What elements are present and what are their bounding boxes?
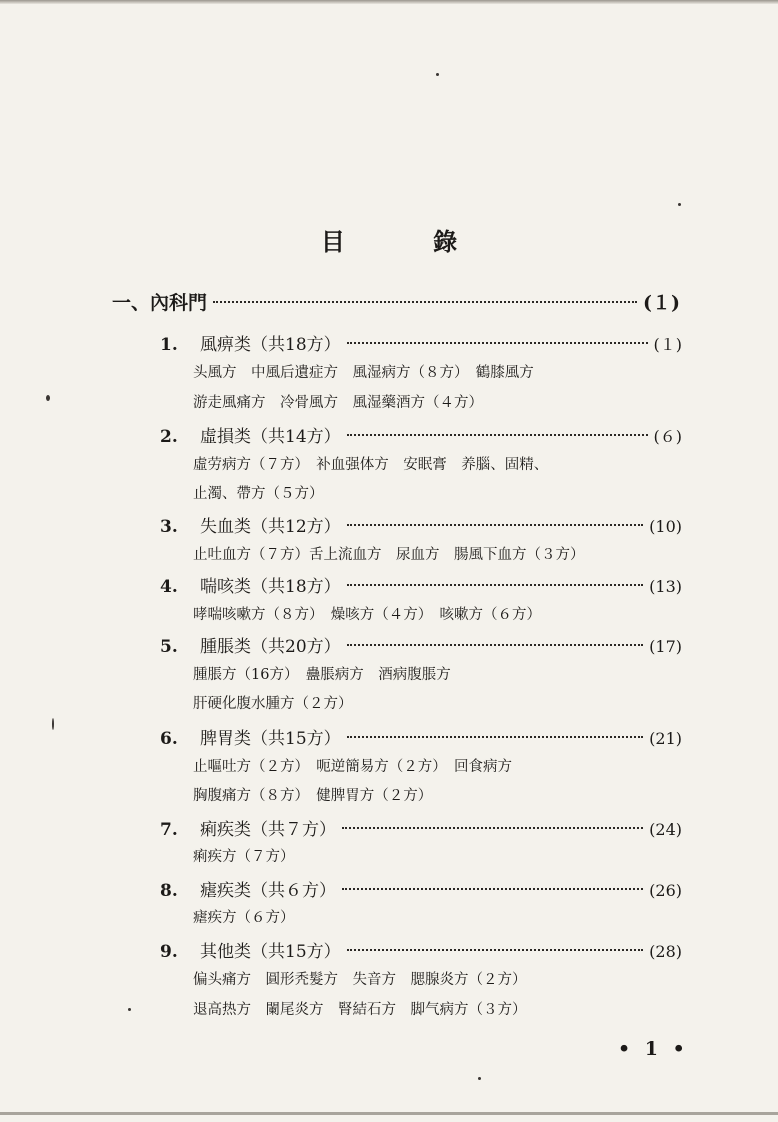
section-page: (１) xyxy=(643,292,680,314)
page-number: • 1 • xyxy=(618,1038,689,1060)
entry-page: (24) xyxy=(649,820,682,839)
entry-detail: 头風方 中風后遺症方 風湿病方（８方） 鶴膝風方 xyxy=(193,365,534,381)
entry-number: 6. xyxy=(160,729,178,749)
entry-label: 風痹类（共18方） xyxy=(200,335,341,355)
entry-detail: 胸腹痛方（８方） 健脾胃方（２方） xyxy=(193,788,433,804)
toc-entry xyxy=(160,422,682,447)
ink-speck xyxy=(46,395,50,401)
entry-detail: 痢疾方（７方） xyxy=(193,849,295,865)
dot-leader xyxy=(347,949,644,951)
toc-entry xyxy=(160,724,682,749)
entry-number: 2. xyxy=(160,427,178,447)
entry-detail: 游走風痛方 冷骨風方 風湿藥酒方（４方） xyxy=(193,395,483,411)
entry-page: (10) xyxy=(649,517,682,536)
entry-number: 9. xyxy=(160,942,178,962)
entry-page: (６) xyxy=(653,427,682,446)
entry-detail: 腫脹方（16方） 蠱脹病方 酒病腹脹方 xyxy=(193,667,451,683)
dot-leader xyxy=(347,736,644,738)
entry-detail: 止濁、帶方（５方） xyxy=(193,486,324,502)
entry-label: 其他类（共15方） xyxy=(200,942,341,962)
entry-detail: 肝硬化腹水腫方（２方） xyxy=(193,696,353,712)
toc-entry xyxy=(160,876,682,901)
toc-entry xyxy=(160,330,682,355)
dot-leader xyxy=(347,584,644,586)
entry-page: (21) xyxy=(649,729,682,748)
top-scan-edge xyxy=(0,0,778,4)
entry-label: 痢疾类（共７方） xyxy=(200,820,336,840)
entry-page: (28) xyxy=(649,942,682,961)
dot-leader xyxy=(342,888,643,890)
entry-label: 喘咳类（共18方） xyxy=(200,577,341,597)
dot-leader xyxy=(347,434,648,436)
dot-leader xyxy=(347,524,644,526)
toc-entry xyxy=(160,512,682,537)
ink-speck xyxy=(478,1077,481,1080)
entry-page: (26) xyxy=(649,881,682,900)
bottom-scan-edge xyxy=(0,1112,778,1115)
entry-detail: 虛劳病方（７方） 补血强体方 安眠膏 养腦、固精、 xyxy=(193,457,549,473)
ink-speck xyxy=(128,1008,131,1011)
ink-speck xyxy=(436,73,439,76)
page-title: 目 錄 xyxy=(320,227,498,256)
entry-page: (17) xyxy=(649,637,682,656)
entry-detail: 哮喘咳嗽方（８方） 燥咳方（４方） 咳嗽方（６方） xyxy=(193,607,541,623)
dot-leader xyxy=(347,644,644,646)
entry-number: 7. xyxy=(160,820,178,840)
entry-page: (13) xyxy=(649,577,682,596)
entry-label: 虛損类（共14方） xyxy=(200,427,341,447)
entry-label: 腫脹类（共20方） xyxy=(200,637,341,657)
dot-leader xyxy=(213,301,637,303)
ink-speck xyxy=(52,718,54,730)
dot-leader xyxy=(342,827,643,829)
entry-label: 失血类（共12方） xyxy=(200,517,341,537)
entry-detail: 止吐血方（７方）舌上流血方 尿血方 腸風下血方（３方） xyxy=(193,547,585,563)
entry-number: 8. xyxy=(160,881,178,901)
section-heading xyxy=(112,288,680,315)
entry-label: 瘧疾类（共６方） xyxy=(200,881,336,901)
entry-number: 4. xyxy=(160,577,178,597)
entry-number: 3. xyxy=(160,517,178,537)
entry-detail: 瘧疾方（６方） xyxy=(193,910,295,926)
toc-entry xyxy=(160,815,682,840)
entry-detail: 止嘔吐方（２方） 呃逆簡易方（２方） 回食病方 xyxy=(193,759,512,775)
entry-page: (１) xyxy=(653,335,682,354)
entry-number: 1. xyxy=(160,335,178,355)
toc-entry xyxy=(160,937,682,962)
dot-leader xyxy=(347,342,648,344)
toc-entry xyxy=(160,632,682,657)
entry-detail: 偏头痛方 圓形秃髮方 失音方 腮腺炎方（２方） xyxy=(193,972,527,988)
toc-entry xyxy=(160,572,682,597)
entry-number: 5. xyxy=(160,637,178,657)
section-label: 一、內科門 xyxy=(112,292,208,314)
entry-detail: 退高热方 闌尾炎方 腎結石方 脚气病方（３方） xyxy=(193,1002,527,1018)
entry-label: 脾胃类（共15方） xyxy=(200,729,341,749)
ink-speck xyxy=(678,203,681,206)
